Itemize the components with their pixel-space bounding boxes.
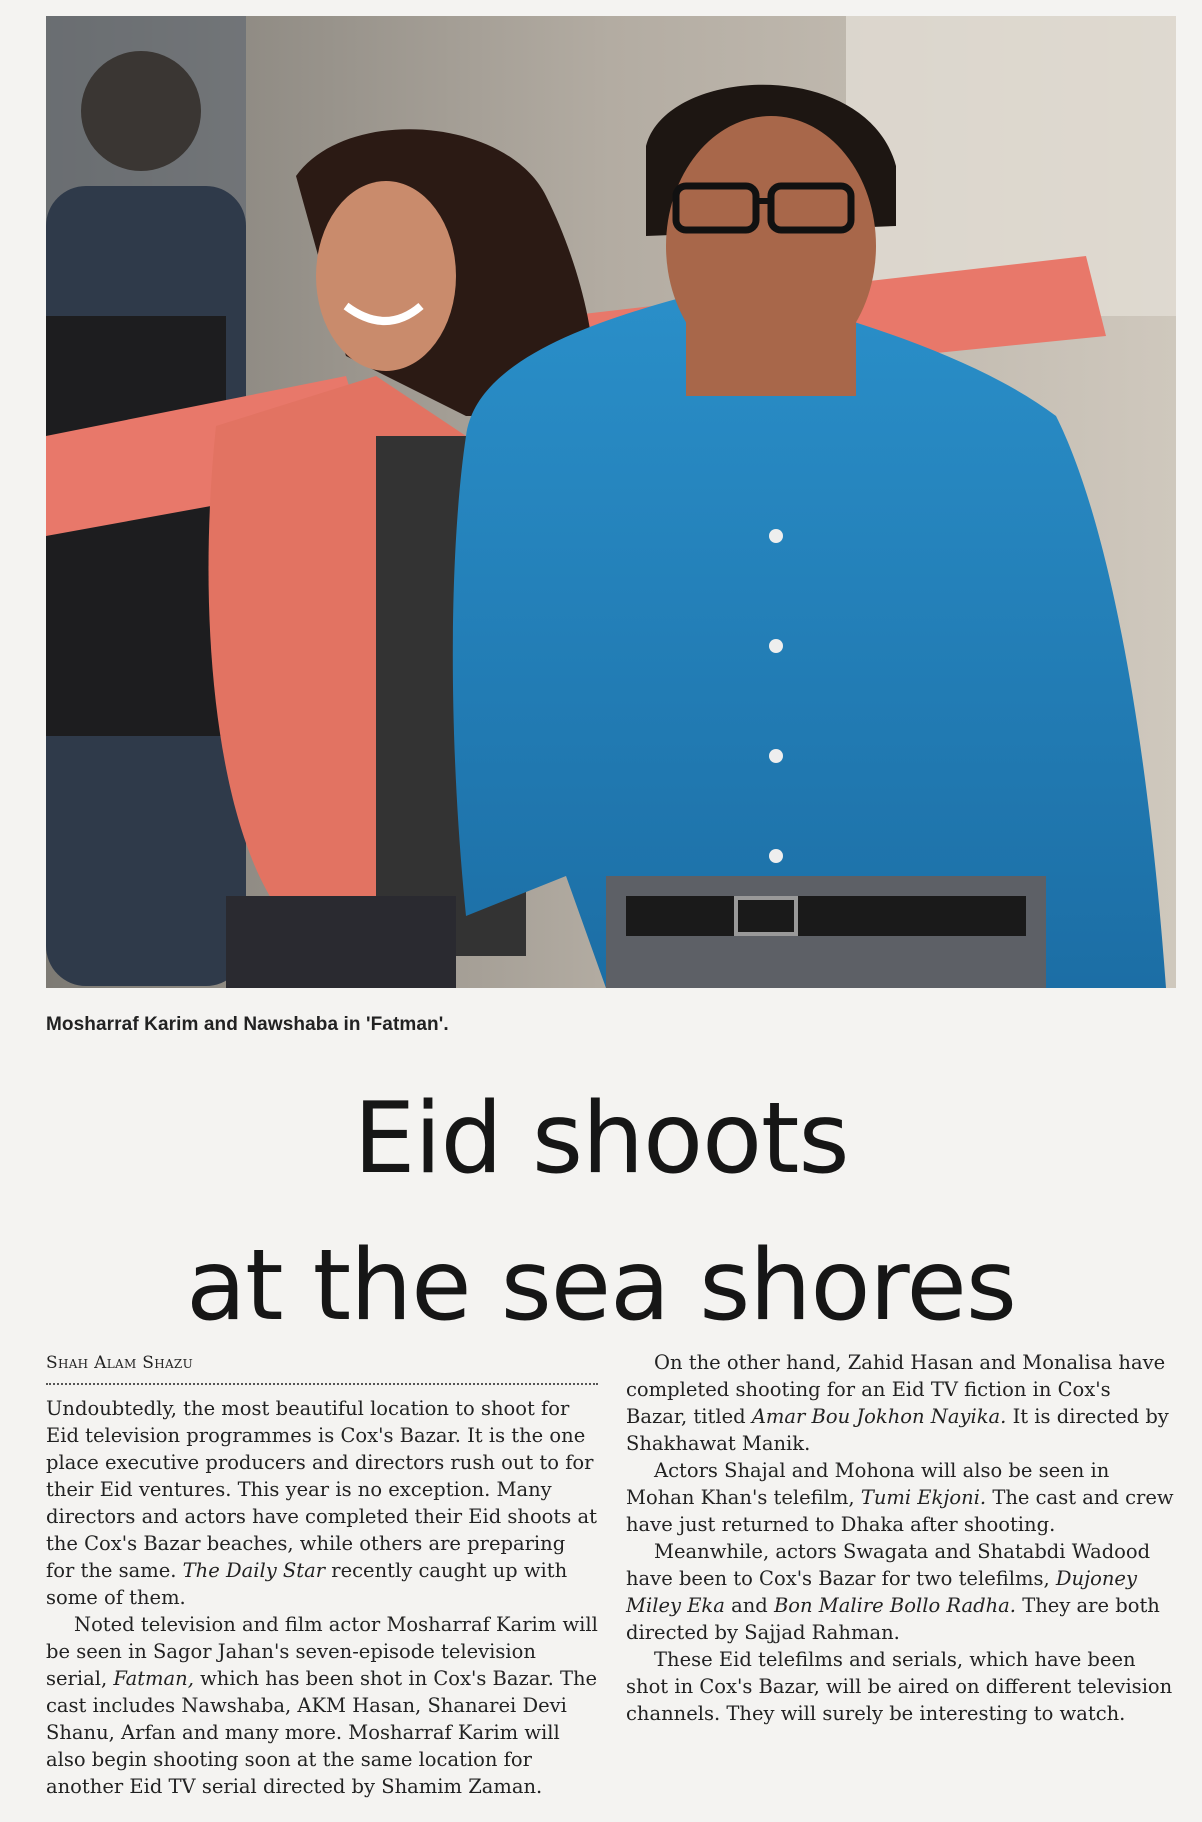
paragraph-3-text-a: On the other hand, Zahid Hasan and Monalisa have completed shooting for an Eid TV fiction in Cox's Bazar, titled [626,1351,1166,1428]
paragraph-3-text-b: It is directed by Shakhawat Manik. [626,1405,1169,1455]
paragraph-5-text-a: Meanwhile, actors Swagata and Shatabdi Wadood have been to Cox's Bazar for two telefilms, [626,1540,1151,1590]
paragraph-6 [626,1646,1178,1727]
headline-line-1: Eid shoots [353,1082,849,1196]
paragraph-5-text-b: They are both directed by Sajjad Rahman. [626,1594,1160,1644]
paragraph-4-text-a: Actors Shajal and Mohona will also be seen in Mohan Khan's telefilm, [626,1459,1110,1509]
article-photo [46,16,1176,988]
paragraph-4-text-b: The cast and crew have just returned to Dhaka after shooting. [626,1486,1174,1536]
paragraph-5-text-mid: and [724,1594,774,1617]
two-people-photo-icon [46,16,1176,988]
paragraph-2-italic: Fatman, [113,1667,194,1690]
paragraph-2 [46,1611,598,1800]
paragraph-1-text-b: recently caught up with some of them. [46,1559,568,1609]
paragraph-5-italic-1: Dujoney Miley Eka [626,1567,1137,1617]
headline-line-2: at the sea shores [186,1229,1016,1343]
paragraph-2-text-b: which has been shot in Cox's Bazar. The cast includes Nawshaba, AKM Hasan, Shanarei Devi Shanu, Arfan and many more. Mosharraf Karim will also begin shooting soon at the same location for another Eid TV serial directed by Shamim Zaman. [46,1667,598,1798]
article-headline [0,1066,1202,1360]
paragraph-5-italic-2: Bon Malire Bollo Radha. [773,1594,1017,1617]
article-column-right [626,1349,1178,1727]
byline-divider [46,1383,598,1385]
paragraph-6-text: These Eid telefilms and serials, which have been shot in Cox's Bazar, will be aired on different television channels. They will surely be interesting to watch. [626,1648,1173,1725]
article-column-left [46,1351,598,1800]
paragraph-4 [626,1457,1178,1538]
paragraph-4-italic: Tumi Ekjoni. [860,1486,987,1509]
paragraph-1-italic: The Daily Star [182,1559,326,1582]
paragraph-5 [626,1538,1178,1646]
byline: Shah Alam Shazu [46,1353,193,1373]
paragraph-2-text-a: Noted television and film actor Mosharraf Karim will be seen in Sagor Jahan's seven-episode television serial, [46,1613,598,1690]
photo-caption: Mosharraf Karim and Nawshaba in 'Fatman'. [46,1014,449,1035]
paragraph-1 [46,1395,598,1611]
paragraph-3 [626,1349,1178,1457]
paragraph-1-text-a: Undoubtedly, the most beautiful location to shoot for Eid television programmes is Cox's Bazar. It is the one place executive producers and directors rush out to for their Eid ventures. This year is no exception. Many directors and actors have completed their Eid shoots at the Cox's Bazar beaches, while others are preparing for the same. [46,1397,597,1582]
paragraph-3-italic: Amar Bou Jokhon Nayika. [751,1405,1007,1428]
